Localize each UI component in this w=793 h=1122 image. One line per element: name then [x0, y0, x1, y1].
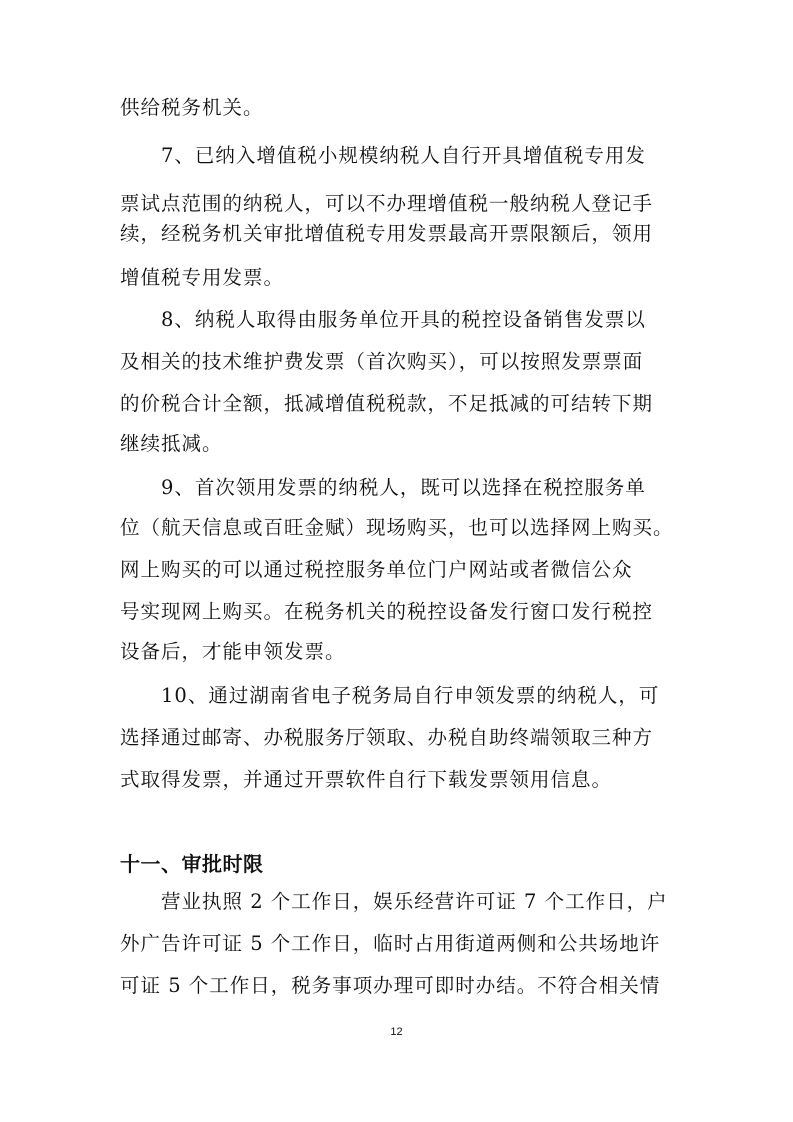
paragraph-line — [0, 636, 793, 668]
paragraph-line — [0, 472, 793, 504]
text-line: 供给税务机关。 — [120, 96, 264, 119]
text-line: 外广告许可证 5 个工作日，临时占用街道两侧和公共场地许 — [120, 932, 661, 955]
paragraph-line — [0, 346, 793, 378]
text-line: 续，经税务机关审批增值税专用发票最高开票限额后，领用 — [120, 222, 654, 245]
paragraph-line — [0, 928, 793, 960]
page-number: 12 — [390, 1026, 403, 1038]
paragraph-line — [0, 262, 793, 294]
paragraph-line — [0, 140, 793, 172]
paragraph-line — [0, 764, 793, 796]
paragraph-line — [0, 428, 793, 460]
paragraph-line — [0, 188, 793, 220]
section-heading: 十一、审批时限 — [120, 852, 264, 876]
paragraph-line — [0, 388, 793, 420]
text-line: 及相关的技术维护费发票（首次购买），可以按照发票票面 — [120, 350, 644, 373]
text-line: 可证 5 个工作日，税务事项办理可即时办结。不符合相关情 — [120, 974, 661, 997]
paragraph-line — [0, 218, 793, 250]
text-line: 的价税合计全额，抵减增值税税款，不足抵减的可结转下期 — [120, 392, 654, 415]
text-line: 营业执照 2 个工作日，娱乐经营许可证 7 个工作日，户 — [161, 890, 668, 913]
paragraph-line — [0, 970, 793, 1002]
text-line: 设备后，才能申领发票。 — [120, 640, 346, 663]
text-line: 选择通过邮寄、办税服务厅领取、办税自助终端领取三种方 — [120, 726, 654, 749]
paragraph-line — [0, 722, 793, 754]
text-line: 号实现网上购买。在税务机关的税控设备发行窗口发行税控 — [120, 600, 654, 623]
text-line: 票试点范围的纳税人，可以不办理增值税一般纳税人登记手 — [120, 192, 654, 215]
text-line: 位（航天信息或百旺金赋）现场购买，也可以选择网上购买。 — [120, 516, 674, 539]
paragraph-line — [0, 596, 793, 628]
text-line: 7、已纳入增值税小规模纳税人自行开具增值税专用发 — [161, 144, 646, 167]
text-line: 增值税专用发票。 — [120, 266, 285, 289]
text-line: 8、纳税人取得由服务单位开具的税控设备销售发票以 — [161, 308, 646, 331]
paragraph-line — [0, 92, 793, 124]
paragraph-line — [0, 512, 793, 544]
text-line: 式取得发票，并通过开票软件自行下载发票领用信息。 — [120, 768, 613, 791]
text-line: 9、首次领用发票的纳税人，既可以选择在税控服务单 — [161, 476, 646, 499]
paragraph-line — [0, 886, 793, 918]
text-line: 10、通过湖南省电子税务局自行申领发票的纳税人，可 — [161, 684, 660, 707]
text-line: 继续抵减。 — [120, 432, 223, 455]
paragraph-line — [0, 304, 793, 336]
paragraph-line — [0, 680, 793, 712]
paragraph-line — [0, 554, 793, 586]
text-line: 网上购买的可以通过税控服务单位门户网站或者微信公众 — [120, 558, 633, 581]
